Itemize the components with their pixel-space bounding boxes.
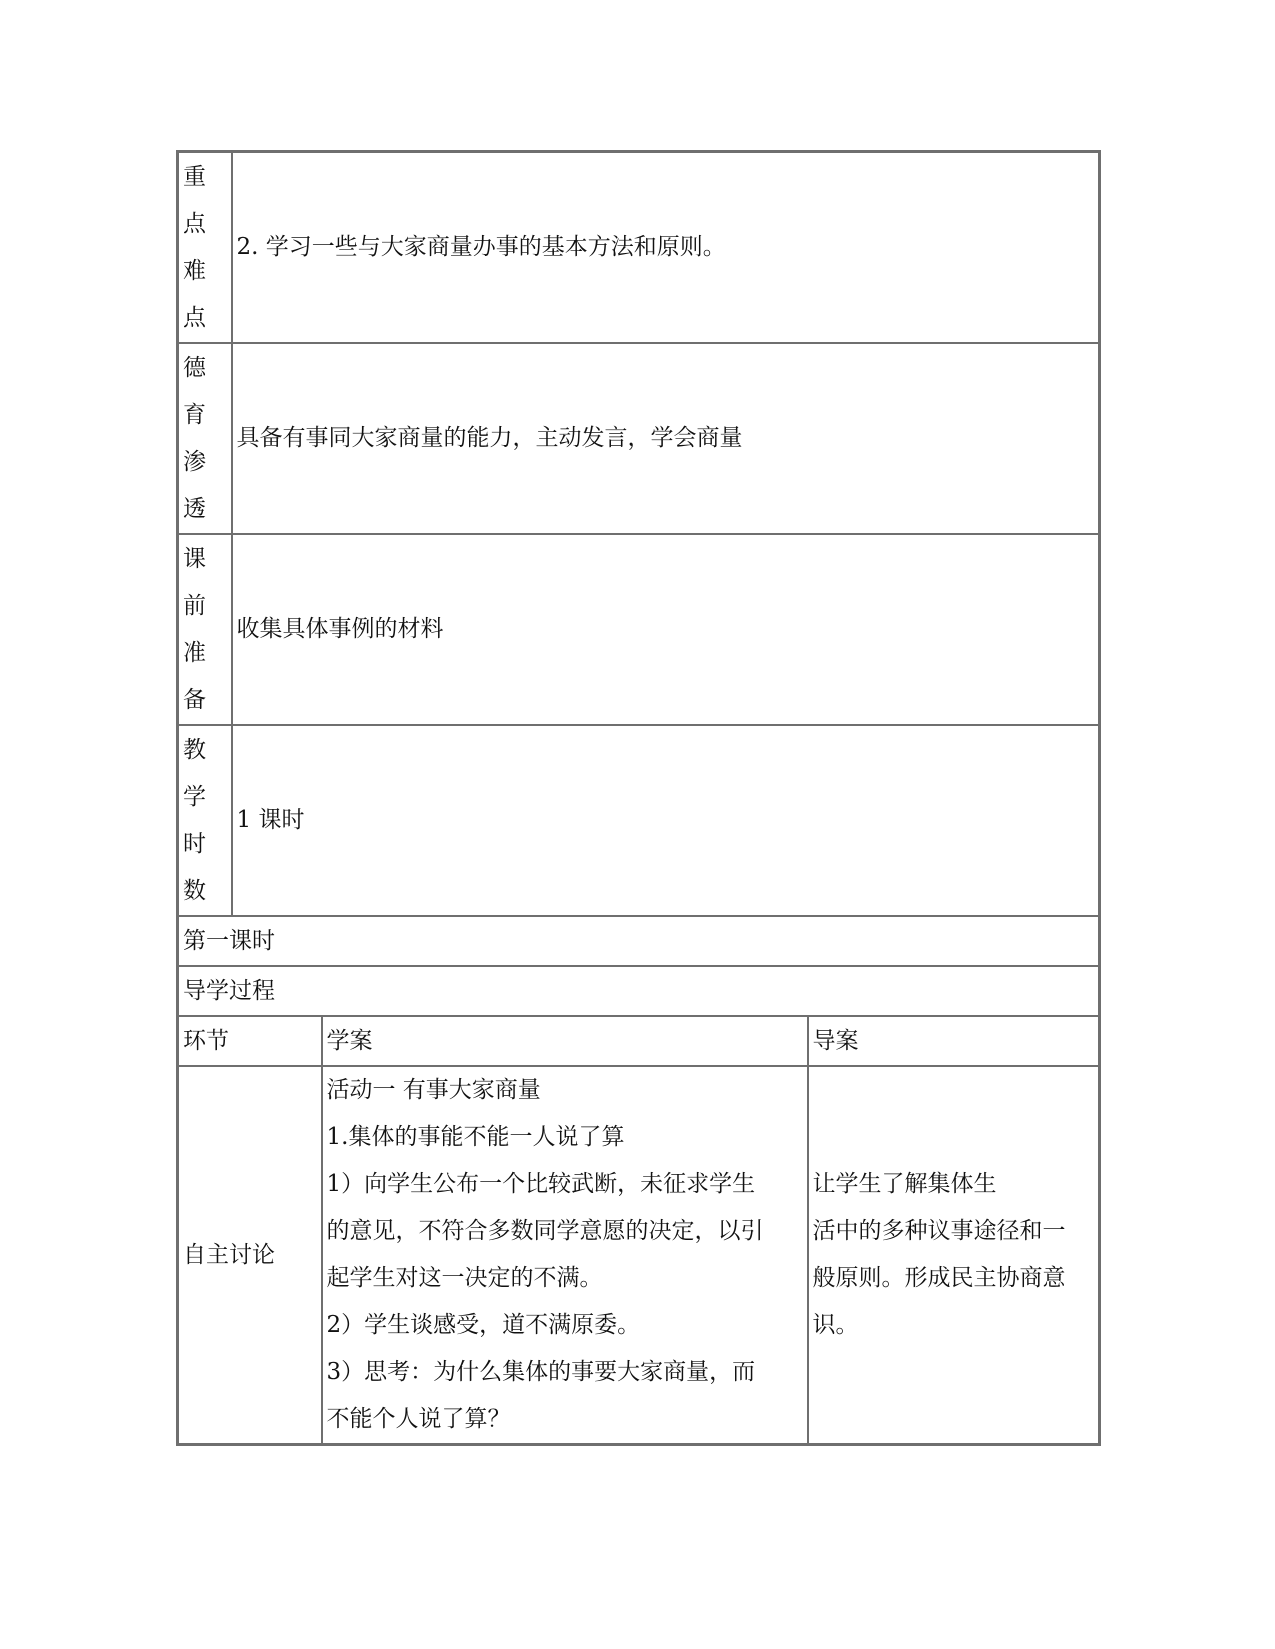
study-line: 1）向学生公布一个比较武断，未征求学生: [326, 1171, 756, 1197]
moral-label: [178, 343, 232, 534]
key-points-row: [178, 152, 1100, 344]
study-line: 的意见，不符合多数同学意愿的决定，以引: [326, 1218, 764, 1244]
label-char: 育: [183, 401, 206, 428]
preparation-label: [178, 534, 232, 725]
activity-study-plan: [322, 1066, 808, 1445]
moral-row: [178, 343, 1100, 534]
hours-content: 1 课时: [232, 725, 1100, 916]
guide-line: 活中的多种议事途径和一: [812, 1218, 1066, 1244]
guide-line: 般原则。形成民主协商意: [812, 1265, 1066, 1291]
process-row: [178, 966, 1100, 1016]
label-char: 教: [183, 736, 206, 763]
preparation-content: 收集具体事例的材料: [232, 534, 1100, 725]
label-char: 备: [183, 686, 206, 713]
hours-row: [178, 725, 1100, 916]
label-char: 准: [183, 639, 206, 666]
study-line: 起学生对这一决定的不满。: [326, 1265, 603, 1291]
activity-stage: 自主讨论: [178, 1066, 322, 1445]
label-char: 时: [183, 830, 206, 857]
label-char: 学: [183, 783, 206, 810]
label-char: 德: [183, 354, 206, 381]
label-char: 渗: [183, 448, 206, 475]
process-label: 导学过程: [178, 966, 1100, 1016]
label-char: 课: [183, 545, 206, 572]
activity-row: [178, 1066, 1100, 1445]
label-char: 难: [183, 257, 206, 284]
moral-content: 具备有事同大家商量的能力，主动发言，学会商量: [232, 343, 1100, 534]
guide-line: 识。: [812, 1312, 859, 1338]
label-char: 数: [183, 877, 206, 904]
hours-label: [178, 725, 232, 916]
activity-guide-plan: [808, 1066, 1100, 1445]
preparation-row: [178, 534, 1100, 725]
lesson-label: 第一课时: [178, 916, 1100, 966]
label-char: 重: [183, 163, 206, 190]
key-points-label: [178, 152, 232, 344]
column-header-row: [178, 1016, 1100, 1066]
column-header-stage: 环节: [178, 1016, 322, 1066]
study-line: 活动一 有事大家商量: [326, 1077, 541, 1103]
column-header-guide-plan: 导案: [808, 1016, 1100, 1066]
study-line: 2）学生谈感受，道不满原委。: [326, 1312, 641, 1338]
label-char: 点: [183, 304, 206, 331]
lesson-plan-table: [176, 150, 1101, 1446]
study-line: 不能个人说了算？: [326, 1406, 511, 1432]
column-header-study-plan: 学案: [322, 1016, 808, 1066]
lesson-row: [178, 916, 1100, 966]
study-line: 1.集体的事能不能一人说了算: [326, 1124, 625, 1150]
label-char: 点: [183, 210, 206, 237]
study-line: 3）思考：为什么集体的事要大家商量，而: [326, 1359, 756, 1385]
key-points-content: 2. 学习一些与大家商量办事的基本方法和原则。: [232, 152, 1100, 344]
label-char: 透: [183, 495, 206, 522]
guide-line: 让学生了解集体生: [812, 1171, 997, 1197]
label-char: 前: [183, 592, 206, 619]
